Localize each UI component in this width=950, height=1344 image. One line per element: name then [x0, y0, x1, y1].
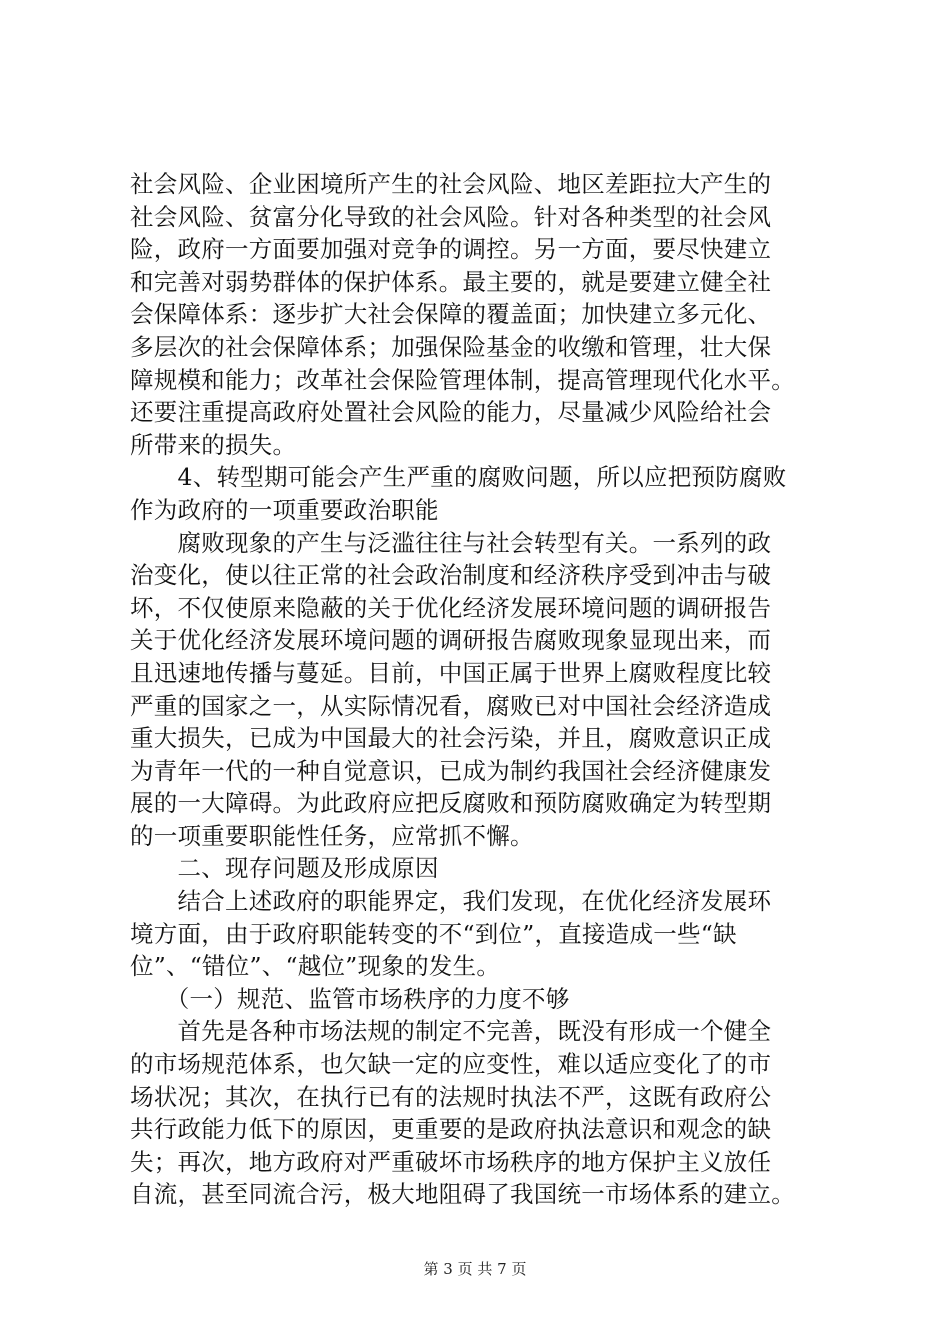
text-line: 多层次的社会保障体系；加强保险基金的收缴和管理，壮大保 [130, 332, 772, 361]
text-line: 险，政府一方面要加强对竞争的调控。另一方面，要尽快建立 [130, 235, 772, 264]
page-number-footer: 第 3 页 共 7 页 [423, 1260, 527, 1278]
text-line: 会保障体系：逐步扩大社会保障的覆盖面；加快建立多元化、 [130, 300, 772, 329]
text-line: 社会风险、企业困境所产生的社会风险、地区差距拉大产生的 [130, 170, 772, 198]
text-line: 展的一大障碍。为此政府应把反腐败和预防腐败确定为转型期 [130, 789, 772, 818]
text-line: 所带来的损失。 [130, 430, 297, 459]
section-heading-line: 二、现存问题及形成原因 [130, 854, 439, 883]
subsection-heading-line: （一）规范、监管市场秩序的力度不够 [130, 984, 570, 1013]
text-line: 共行政能力低下的原因，更重要的是政府执法意识和观念的缺 [130, 1115, 772, 1144]
text-line: 障规模和能力；改革社会保险管理体制，提高管理现代化水平。 [130, 365, 795, 394]
text-line: 为青年一代的一种自觉意识，已成为制约我国社会经济健康发 [130, 756, 772, 785]
text-line: 场状况；其次，在执行已有的法规时执法不严，这既有政府公 [130, 1082, 772, 1111]
text-line: 结合上述政府的职能界定，我们发现，在优化经济发展环 [130, 887, 772, 916]
text-line: 首先是各种市场法规的制定不完善，既没有形成一个健全 [130, 1017, 772, 1046]
text-line: 和完善对弱势群体的保护体系。最主要的，就是要建立健全社 [130, 267, 772, 296]
text-line: 境方面，由于政府职能转变的不“到位”，直接造成一些“缺 [130, 919, 737, 948]
text-line: 的市场规范体系，也欠缺一定的应变性，难以适应变化了的市 [130, 1050, 772, 1079]
text-line: 位”、“错位”、“越位”现象的发生。 [130, 952, 501, 981]
text-line: 自流，甚至同流合污，极大地阻碍了我国统一市场体系的建立。 [130, 1180, 795, 1209]
text-line: 且迅速地传播与蔓延。目前，中国正属于世界上腐败程度比较 [130, 658, 772, 687]
text-line: 社会风险、贫富分化导致的社会风险。针对各种类型的社会风 [130, 202, 772, 231]
body-text [130, 168, 845, 1211]
text-line: 严重的国家之一，从实际情况看，腐败已对中国社会经济造成 [130, 691, 772, 720]
text-line: 腐败现象的产生与泛滥往往与社会转型有关。一系列的政 [130, 528, 772, 557]
text-line: 重大损失，已成为中国最大的社会污染，并且，腐败意识正成 [130, 724, 772, 753]
text-line: 的一项重要职能性任务，应常抓不懈。 [130, 821, 534, 850]
text-line: 坏，不仅使原来隐蔽的关于优化经济发展环境问题的调研报告 [130, 593, 772, 622]
text-line: 治变化，使以往正常的社会政治制度和经济秩序受到冲击与破 [130, 561, 772, 590]
section-heading-line: 4、转型期可能会产生严重的腐败问题，所以应把预防腐败 [130, 463, 787, 492]
text-line: 失；再次，地方政府对严重破坏市场秩序的地方保护主义放任 [130, 1147, 772, 1176]
text-line: 关于优化经济发展环境问题的调研报告腐败现象显现出来，而 [130, 626, 772, 655]
section-heading-line: 作为政府的一项重要政治职能 [130, 495, 439, 524]
text-line: 还要注重提高政府处置社会风险的能力，尽量减少风险给社会 [130, 398, 772, 427]
